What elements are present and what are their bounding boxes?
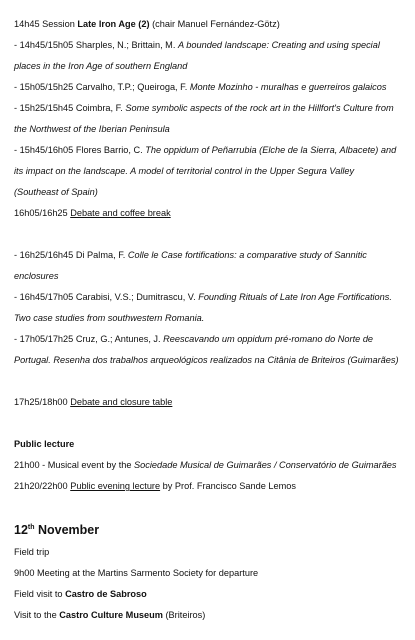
talk-title: Founding Rituals of Late Iron Age Fortifications. Two case studies from southwestern Romania. (14, 292, 392, 323)
spacer (14, 497, 401, 518)
session-title: Late Iron Age (2) (77, 19, 150, 29)
spacer (14, 371, 401, 392)
talk-time-authors: - 14h45/15h05 Sharples, N.; Brittain, M. (14, 40, 178, 50)
field-trip-label: Field trip (14, 547, 50, 557)
session-time: 14h45 (14, 19, 40, 29)
talk-time-authors: - 15h25/15h45 Coimbra, F. (14, 103, 126, 113)
musical-event (14, 455, 401, 476)
closure-label: Debate and closure table (70, 397, 173, 407)
talk-time-authors: - 16h45/17h05 Carabisi, V.S.; Dumitrascu, V. (14, 292, 199, 302)
musical-event-lead: 21h00 - Musical event by the (14, 460, 135, 470)
talk-time-authors: - 15h05/15h25 Carvalho, T.P.; Queiroga, F. (14, 82, 190, 92)
day-suffix: th (27, 524, 35, 531)
day-heading (14, 518, 401, 542)
field-visit-2 (14, 605, 401, 626)
session-header (14, 14, 401, 35)
session-label: Session (42, 19, 75, 29)
spacer (14, 224, 401, 245)
break-label: Debate and coffee break (70, 208, 171, 218)
field-visit-1 (14, 584, 401, 605)
visit-place: Castro de Sabroso (65, 589, 147, 599)
evening-lecture-time: 21h20/22h00 (14, 481, 68, 491)
musical-event-org: Sociedade Musical de Guimarães / Conservatório de Guimarães (134, 460, 397, 470)
talk-time-authors: - 16h25/16h45 Di Palma, F. (14, 250, 128, 260)
talk-title: Colle le Case fortifications: a comparative study of Sannitic enclosures (14, 250, 367, 281)
talk-title: Reescavando um oppidum pré-romano do Norte de Portugal. Resenha dos trabalhos arqueológicos realizados na Citânia de Briteiros (Guimarães) (14, 334, 399, 365)
session-chair: (chair Manuel Fernández-Götz) (152, 19, 280, 29)
day-month: November (34, 523, 100, 537)
talk-title: The oppidum of Peñarrubia (Elche de la Sierra, Albacete) and its impact on the landscape. A model of territorial control in the Upper Segura Valley (Southeast of Spain) (14, 145, 397, 197)
talk-title: Monte Mozinho - muralhas e guerreiros galaicos (189, 82, 387, 92)
talk-entry (14, 140, 401, 203)
talk-entry (14, 77, 401, 98)
talk-time-authors: - 15h45/16h05 Flores Barrio, C. (14, 145, 146, 155)
talk-entry (14, 245, 401, 287)
closure-debate (14, 392, 401, 413)
visit-rest: (Briteiros) (162, 610, 206, 620)
closure-time: 17h25/18h00 (14, 397, 68, 407)
day-number: 12 (14, 523, 28, 537)
visit-lead: Visit to the (14, 610, 60, 620)
talk-title: A bounded landscape: Creating and using special places in the Iron Age of southern England (14, 40, 380, 71)
talk-entry (14, 329, 401, 371)
visit-place: Castro Culture Museum (59, 610, 163, 620)
meeting-info: 9h00 Meeting at the Martins Sarmento Society for departure (14, 568, 259, 578)
evening-lecture (14, 476, 401, 497)
public-lecture-heading: Public lecture (14, 439, 75, 449)
spacer (14, 413, 401, 434)
talk-entry (14, 35, 401, 77)
visit-lead: Field visit to (14, 589, 66, 599)
break-time: 16h05/16h25 (14, 208, 68, 218)
coffee-break (14, 203, 401, 224)
talk-entry (14, 98, 401, 140)
talk-title: Some symbolic aspects of the rock art in the Hillfort's Culture from the Northwest of the Iberian Peninsula (14, 103, 394, 134)
evening-lecture-link: Public evening lecture (70, 481, 161, 491)
evening-lecture-speaker: by Prof. Francisco Sande Lemos (160, 481, 296, 491)
talk-entry (14, 287, 401, 329)
talk-time-authors: - 17h05/17h25 Cruz, G.; Antunes, J. (14, 334, 164, 344)
